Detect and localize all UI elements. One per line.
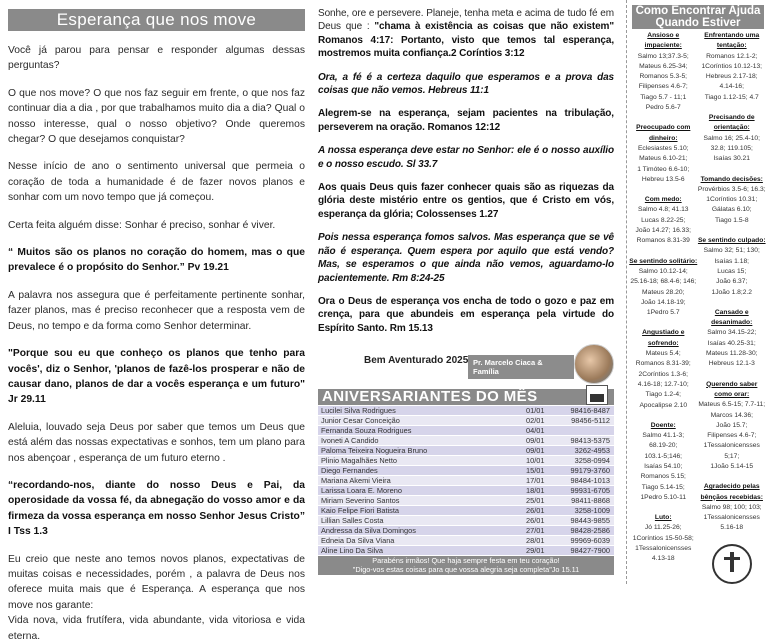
birthday-date: 15/01 <box>526 465 545 475</box>
help-section <box>698 380 767 473</box>
help-reference: Gálatas 6.10; <box>711 206 752 214</box>
verse-paragraph: A nossa esperança deve estar no Senhor: ele é o nosso auxílio e o nosso escudo. Sl 33.7 <box>318 145 614 170</box>
birthday-row <box>318 416 614 426</box>
signature <box>318 343 614 387</box>
help-heading: Angustiado e sofrendo: <box>642 329 685 347</box>
intro-bold: "chama à existência as coisas que não existem" Romanos 4:17: Portanto, visto que temos tal esperança, mostremos muita confiança.2 Coríntios 3:12 <box>318 21 614 60</box>
help-section <box>698 236 767 298</box>
birthday-name: Mariana Akemi Vieira <box>321 475 391 485</box>
help-reference: Isaías 54.10; <box>644 462 683 470</box>
help-section <box>629 195 698 246</box>
help-section <box>629 31 698 113</box>
birthday-date: 09/01 <box>526 435 545 445</box>
help-reference: 5.16-18 <box>720 524 744 532</box>
paragraph: A palavra nos assegura que é perfeitamente pertinente sonhar, fazer planos, mas é preciso reconhecer que a resposta vem de Deus, no tempo e da forma como Senhor determinar. <box>8 289 305 332</box>
help-reference: Hebreus 2.17-18; <box>705 73 758 81</box>
help-reference: Apocalipse 2.10 <box>639 401 688 409</box>
birthday-phone: 3262-4953 <box>574 445 610 455</box>
help-reference: Salmo 10.12-14; <box>638 267 688 275</box>
birthday-date: 29/01 <box>526 545 545 555</box>
paragraph: O que nos move? O que nos faz seguir em frente, o que nos faz continuar dia a dia , por que trabalhamos muito dia a dia? Qual o nosso interesse, qual o nosso objetivo? Onde queremos chegar? O que desejamos conquistar? <box>8 87 305 146</box>
help-reference: Mateus 5.4; <box>645 350 681 358</box>
help-reference: Isaías 1.18; <box>714 257 750 265</box>
help-reference: Isaías 30.21 <box>713 155 750 163</box>
help-reference: 2Coríntios 1.3-6; <box>638 370 688 378</box>
help-reference: Jó 11.25-26; <box>644 524 682 532</box>
help-reference: 25.16-18; 68.4-6; 146; <box>630 278 697 286</box>
birthday-phone: 99931-6705 <box>570 485 610 495</box>
birthday-phone: 3258-1009 <box>574 505 610 515</box>
help-heading: Ansioso e impaciente: <box>644 32 682 50</box>
birthday-name: Aline Lino Da Silva <box>321 545 384 555</box>
help-reference: Provérbios 3.5-6; 16.3; <box>697 185 766 193</box>
verse-paragraph: Alegrem-se na esperança, sejam pacientes na tribulação, perseverem na oração. Romanos 12:12 <box>318 108 614 133</box>
paragraph: “recordando-nos, diante do nosso Deus e Pai, da operosidade da vossa fé, da abnegação do vosso amor e da firmeza da vossa esperança em nosso Senhor Jesus Cristo” I Tss 1.3 <box>8 479 305 538</box>
help-section <box>629 257 698 319</box>
help-heading: Se sentindo solitário: <box>629 257 698 265</box>
article-title: Esperança que nos move <box>8 9 305 31</box>
birthday-date: 04/01 <box>526 425 545 435</box>
birthday-date: 09/01 <box>526 445 545 455</box>
birthday-date: 10/01 <box>526 455 545 465</box>
paragraph: “ Muitos são os planos no coração do homem, mas o que prevalece é o propósito do Senhor.” Pv 19.21 <box>8 247 305 274</box>
birthday-phone: 3258-0994 <box>574 455 610 465</box>
help-heading: Querendo saber como orar: <box>706 380 758 398</box>
birthday-date: 27/01 <box>526 525 545 535</box>
birthday-row <box>318 446 614 456</box>
birthday-row <box>318 496 614 506</box>
help-reference: Romanos 5.15; <box>640 473 686 481</box>
birthday-row <box>318 456 614 466</box>
birthday-name: Miriam Severino Santos <box>321 495 400 505</box>
birthday-name: Plinio Magalhães Netto <box>321 455 398 465</box>
birthday-phone: 98411-8868 <box>571 495 610 505</box>
birthday-row <box>318 516 614 526</box>
help-reference: Salmo 16; 25.4-10; <box>703 134 760 142</box>
birthday-row <box>318 436 614 446</box>
footer-line-2: "Digo-vos estas coisas para que vossa alegria seja completa"Jo 15.11 <box>352 564 580 574</box>
birthday-date: 28/01 <box>526 535 545 545</box>
help-heading: Se sentindo culpado: <box>697 237 766 245</box>
help-reference: 4.14-16; <box>719 83 745 91</box>
help-column <box>626 0 768 584</box>
birthdays-rows <box>318 406 614 556</box>
help-reference: Eclesiastes 5.10; <box>637 144 689 152</box>
family-photo <box>574 344 614 384</box>
help-reference: 1João 5.14-15 <box>710 462 754 470</box>
birthdays-title: ANIVERSARIANTES DO MÊS <box>322 388 538 406</box>
birthday-row <box>318 506 614 516</box>
birthday-date: 25/01 <box>526 495 545 505</box>
help-heading: Tomando decisões: <box>700 175 763 183</box>
verse-paragraph: Ora, a fé é a certeza daquilo que esperamos e a prova das coisas que não vemos. Hebreus 11:1 <box>318 71 614 97</box>
paragraph: Nesse início de ano o sentimento universal que permeia o coração de toda a humanidade é de fazer novos planos e sonhar com um novo tempo que já começou. <box>8 161 305 204</box>
help-heading: Com medo: <box>644 196 682 204</box>
help-reference: Tiago 5.7 - 11;1 <box>640 93 687 101</box>
help-heading: Enfrentando uma tentação: <box>704 32 760 50</box>
help-right <box>698 29 767 584</box>
help-reference: 68.19-20; <box>649 442 678 450</box>
birthday-name: Lillian Salles Costa <box>321 515 384 525</box>
help-reference: Salmo 98; 100; 103; <box>701 503 762 511</box>
birthday-phone: 99969-6039 <box>570 535 610 545</box>
birthday-date: 01/01 <box>526 405 545 415</box>
middle-column <box>318 0 614 575</box>
paragraph: Certa feita alguém disse: Sonhar é preciso, sonhar é viver. <box>8 219 276 231</box>
help-reference: Salmo 41.1-3; <box>642 432 685 440</box>
left-column <box>8 0 305 644</box>
help-reference: Hebreu 13.5-6 <box>641 175 685 183</box>
verse-paragraph: Aos quais Deus quis fazer conhecer quais são as riquezas da glória deste mistério entre os gentios, que é Cristo em vós, esperança da glória; Colossenses 1.27 <box>318 182 614 220</box>
birthday-row <box>318 536 614 546</box>
help-reference: João 14.27; 16.33; <box>635 227 691 235</box>
birthday-date: 02/01 <box>526 415 545 425</box>
help-reference: Marcos 14.36; <box>710 411 753 419</box>
help-section <box>629 421 698 503</box>
help-reference: Salmo 32; 51; 130; <box>703 247 760 255</box>
cake-icon <box>586 385 608 405</box>
birthday-name: Larissa Loara E. Moreno <box>321 485 402 495</box>
help-section <box>698 308 767 370</box>
intro-paragraph <box>318 7 614 61</box>
paragraph: Você já parou para pensar e responder algumas dessas perguntas? <box>8 45 305 72</box>
birthday-row <box>318 546 614 556</box>
help-heading: Cansado e desanimado: <box>711 308 753 327</box>
help-heading: Precisando de orientação: <box>708 114 755 132</box>
help-section <box>698 31 767 103</box>
help-reference: Pedro 5.6-7 <box>645 104 681 112</box>
help-reference: 1Coríntios 10.12-13; <box>701 62 763 70</box>
help-section <box>698 113 767 164</box>
help-reference: Tiago 1.2-4; <box>645 391 681 399</box>
birthday-name: Lucilei Silva Rodrigues <box>321 405 396 415</box>
birthdays-table <box>318 389 614 575</box>
birthday-row <box>318 486 614 496</box>
help-reference: 1Tessalonicensses <box>703 514 760 522</box>
help-reference: João 15.7; <box>716 421 748 429</box>
birthday-name: Ivoneti A Candido <box>321 435 379 445</box>
birthday-phone: 98456-5112 <box>571 415 610 425</box>
help-reference: Romanos 8.31-39; <box>635 360 691 368</box>
birthday-row <box>318 406 614 416</box>
help-reference: 1João 1.8;2.2 <box>711 288 753 296</box>
birthday-date: 18/01 <box>526 485 545 495</box>
birthday-phone: 98428-2586 <box>570 525 610 535</box>
help-left <box>629 29 698 584</box>
help-reference: 1Pedro 5.7 <box>646 309 680 317</box>
help-reference: Salmo 34.15-22; <box>707 329 757 337</box>
help-reference: João 6.37; <box>716 278 748 286</box>
birthday-phone: 98427-7900 <box>570 545 610 555</box>
birthday-row <box>318 426 614 436</box>
help-section <box>629 328 698 410</box>
help-reference: Mateus 6.10-21; <box>639 155 688 163</box>
help-reference: 32.8; 119.105; <box>710 144 753 152</box>
help-section <box>629 123 698 185</box>
help-reference: Mateus 6.25-34; <box>639 62 688 70</box>
intro-plain: Sonhe, ore e persevere. Planeje, tenha meta e acima de tudo fé em Deus que : <box>318 8 614 33</box>
help-reference: 1Tessalonicensses <box>635 545 692 553</box>
help-reference: Mateus 6.5-15; 7.7-11; <box>698 401 766 409</box>
birthday-name: Kaio Felipe Fiori Batista <box>321 505 400 515</box>
birthday-name: Paloma Teixeira Nogueira Bruno <box>321 445 428 455</box>
help-reference: 1Tessalonicensses 5;17; <box>703 442 760 460</box>
birthday-row <box>318 526 614 536</box>
help-reference: Tiago 1.12-15; 4.7 <box>704 93 759 101</box>
help-reference: Salmo 13;37.3-5; <box>637 52 689 60</box>
birthday-name: Diego Fernandes <box>321 465 378 475</box>
birthday-row <box>318 466 614 476</box>
birthday-phone: 98484-1013 <box>570 475 610 485</box>
birthday-phone: 98443-9855 <box>570 515 610 525</box>
help-reference: Filipenses 4.6-7; <box>707 432 757 440</box>
help-heading: Agradecido pelas bênçãos recebidas: <box>700 483 763 501</box>
help-section <box>698 482 767 533</box>
help-reference: 1 Timóteo 6.6-10; <box>637 165 690 173</box>
help-reference: Mateus 28.20; <box>642 288 685 296</box>
help-reference: Romanos 8.31-39 <box>636 237 690 245</box>
pastor-label: Pr. Marcelo Ciaca & Família <box>468 355 574 379</box>
church-logo-icon <box>712 544 752 584</box>
help-reference: Tiago 1.5-8 <box>714 216 749 224</box>
birthday-phone: 98413-5375 <box>570 435 610 445</box>
birthday-date: 26/01 <box>526 515 545 525</box>
birthday-phone <box>566 426 614 436</box>
help-heading: Doente: <box>650 421 676 429</box>
birthday-name: Andressa da Silva Domingos <box>321 525 416 535</box>
birthday-phone: 98416-8487 <box>570 405 610 415</box>
help-reference: Romanos 5.3-5; <box>639 73 688 81</box>
help-heading: Preocupado com dinheiro: <box>636 124 691 142</box>
help-reference: Tiago 5.14-15; <box>641 483 685 491</box>
help-sections <box>627 29 768 584</box>
help-reference: Isaías 40.25-31; <box>707 339 756 347</box>
help-title: Como Encontrar Ajuda Quando Estiver <box>632 5 764 29</box>
help-reference: 1Coríntios 10.31; <box>706 196 758 204</box>
paragraph: Eu creio que neste ano temos novos planos, expectativas de muitas coisas e necessidades, porém , a palavra de Deus nos oferece muita mais que é Esperança. A esperança que nos move nos garante: Vida nova, vida frutífera, vida abundante, vida vitoriosa e vida eterna. <box>8 553 305 642</box>
help-reference: 1Coríntios 15-50-58; <box>632 534 694 542</box>
help-reference: Mateus 11.28-30; <box>705 350 758 358</box>
help-reference: Hebreus 12.1-3 <box>708 360 755 368</box>
birthday-name: Fernanda Souza Rodrigues <box>321 425 412 435</box>
help-reference: 103.1-5;146; <box>644 452 683 460</box>
help-reference: 4.16-18; 12.7-10; <box>637 380 689 388</box>
help-reference: João 14.18-19; <box>640 298 686 306</box>
verse-paragraph: Ora o Deus de esperança vos encha de todo o gozo e paz em crença, para que abundeis em esperança pela virtude do Espírito Santo. Rm 15.13 <box>318 295 614 334</box>
blessing-text: Bem Aventurado 2025 <box>364 355 469 367</box>
verses <box>318 71 614 336</box>
birthday-date: 17/01 <box>526 475 545 485</box>
help-reference: Salmo 4.8; 41.13 <box>637 206 689 214</box>
help-reference: 1Pedro 5.10-11 <box>640 493 687 501</box>
help-reference: Romanos 12.1-2; <box>706 52 758 60</box>
help-reference: 4.13-18 <box>651 555 675 563</box>
birthdays-header <box>318 389 614 405</box>
footer-line-1: Parabéns irmãos! Que haja sempre festa em teu coração! <box>372 556 560 566</box>
paragraph: Aleluia, louvado seja Deus por saber que temos um Deus que está além das nossas expectativas e sonhos, tem um plano para nos abençoar , esperança de um futuro eterno . <box>8 421 305 464</box>
help-reference: Filipenses 4.6-7; <box>638 83 688 91</box>
birthday-name: Junior Cesar Conceição <box>321 415 400 425</box>
article-body <box>8 43 305 644</box>
help-reference: Lucas 15; <box>717 267 747 275</box>
birthdays-footer <box>318 556 614 575</box>
help-heading: Luto: <box>654 514 672 522</box>
help-section <box>698 175 767 226</box>
birthday-row <box>318 476 614 486</box>
birthday-phone: 99179-3760 <box>570 465 610 475</box>
paragraph: "Porque sou eu que conheço os planos que tenho para vocês', diz o Senhor, 'planos de fazê-los prosperar e não de causar dano, planos de dar a vocês esperança e um futuro" Jr 29.11 <box>8 348 305 406</box>
birthday-date: 26/01 <box>526 505 545 515</box>
help-reference: Lucas 8.22-25; <box>641 216 686 224</box>
verse-paragraph: Pois nessa esperança fomos salvos. Mas esperança que se vê não é esperança. Quem espera por aquilo que está vendo? Mas, se esperamos o que ainda não vemos, aguardamo-lo pacientemente. Rm 8:24-25 <box>318 232 614 284</box>
birthday-name: Edneia Da Silva Viana <box>321 535 395 545</box>
